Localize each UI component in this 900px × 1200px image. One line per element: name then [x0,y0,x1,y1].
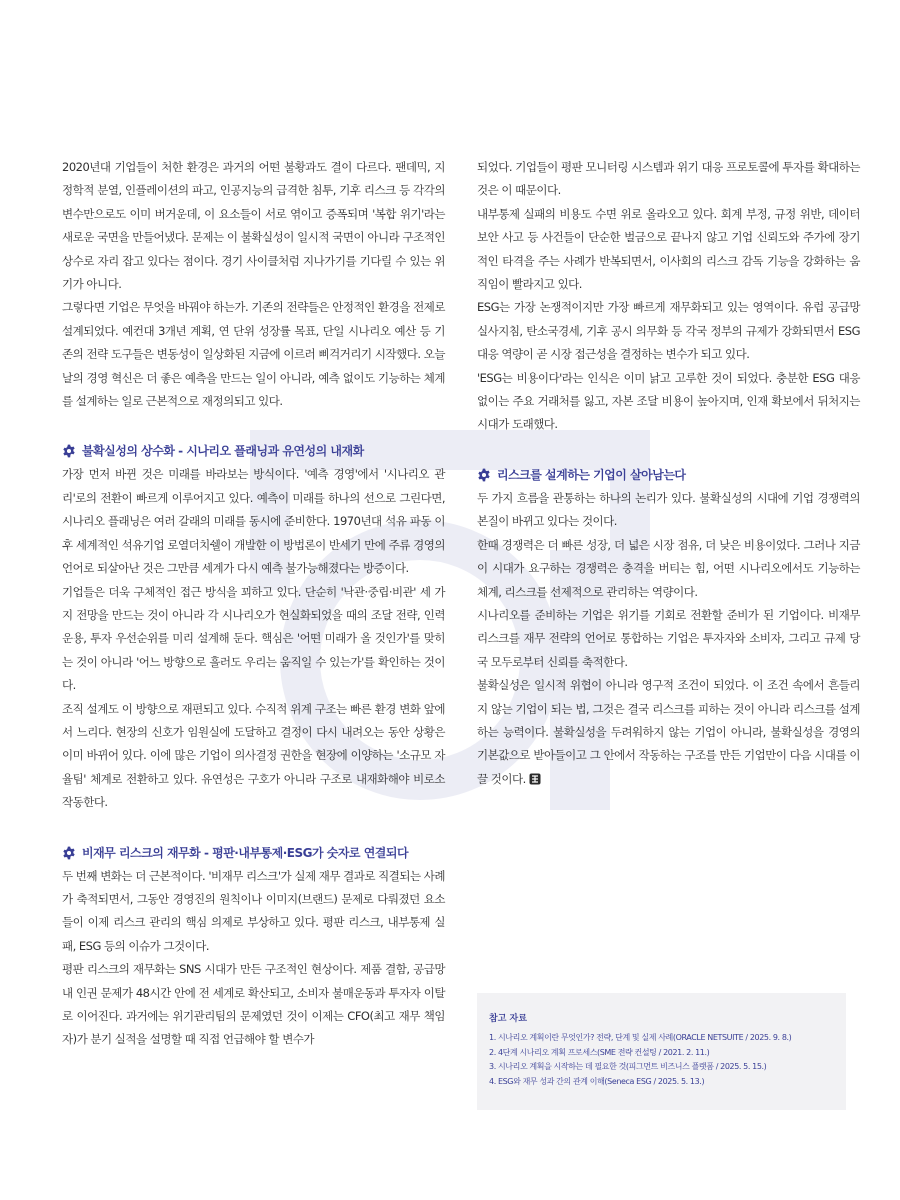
closing-text: 불확실성은 일시적 위협이 아니라 영구적 조건이 되었다. 이 조건 속에서 흔들리지 않는 기업이 되는 법, 그것은 결국 리스크를 피하는 것이 아니라 리스크를 설계하는 능력이다. 불확실성을 두려워하지 않는 기업이 아니라, 불확실성을 경영의 기본값으로 받아들이고 그 안에서 작동하는 구조를 만든 기업만이 다음 시대를 이끌 것이다. [477,678,860,786]
gear-icon [62,846,76,860]
section1-paragraph-2: 기업들은 더욱 구체적인 접근 방식을 꾀하고 있다. 단순히 '낙관·중립·비관' 세 가지 전망을 만드는 것이 아니라 각 시나리오가 현실화되었을 때의 조달 전략, 인력 운용, 투자 우선순위를 미리 설계해 둔다. 핵심은 '어떤 미래가 올 것인가'를 맞히는 것이 아니라 '어느 방향으로 흘러도 우리는 움직일 수 있는가'를 확인하는 것이다. [62,584,445,693]
section-heading-text: 비재무 리스크의 재무화 - 평판·내부통제·ESG가 숫자로 연결되다 [82,845,409,860]
section3-paragraph-1: 두 가지 흐름을 관통하는 하나의 논리가 있다. 불확실성의 시대에 기업 경쟁력의 본질이 바뀌고 있다는 것이다. [477,490,860,529]
gear-icon [477,468,491,482]
end-mark-icon [529,773,541,785]
right-paragraph-4: 'ESG는 비용이다'라는 인식은 이미 낡고 고루한 것이 되었다. 충분한 ESG 대응 없이는 주요 거래처를 잃고, 자본 조달 비용이 높아지며, 인재 확보에서 뒤처지는 시대가 도래했다. [477,370,860,432]
intro-paragraph-2: 그렇다면 기업은 무엇을 바꿔야 하는가. 기존의 전략들은 안정적인 환경을 전제로 설계되었다. 예컨대 3개년 계획, 연 단위 성장률 목표, 단일 시나리오 예산 등 기존의 전략 도구들은 변동성이 일상화된 지금에 이르러 삐걱거리기 시작했다. 오늘날의 경영 혁신은 더 좋은 예측을 만드는 일이 아니라, 예측 없이도 기능하는 체계를 설계하는 일로 근본적으로 재정의되고 있다. [62,300,445,409]
section1-paragraph-3: 조직 설계도 이 방향으로 재편되고 있다. 수직적 위계 구조는 빠른 환경 변화 앞에서 느리다. 현장의 신호가 임원실에 도달하고 결정이 다시 내려오는 동안 상황은 이미 바뀌어 있다. 이에 많은 기업이 의사결정 권한을 현장에 이양하는 '소규모 자율팀' 체계로 전환하고 있다. 유연성은 구호가 아니라 구조로 내재화해야 비로소 작동한다. [62,701,445,810]
section-heading-text: 리스크를 설계하는 기업이 살아남는다 [497,467,686,482]
references-title: 참고 자료 [489,1014,527,1024]
right-paragraph-3: ESG는 가장 논쟁적이지만 가장 빠르게 재무화되고 있는 영역이다. 유럽 공급망 실사지침, 탄소국경세, 기후 공시 의무화 등 각국 정부의 규제가 강화되면서 ESG 대응 역량이 곧 시장 접근성을 결정하는 변수가 되고 있다. [477,300,860,362]
right-paragraph-1: 되었다. 기업들이 평판 모니터링 시스템과 위기 대응 프로토콜에 투자를 확대하는 것은 이 때문이다. [477,160,860,198]
reference-item: 2. 4단계 시나리오 계획 프로세스(SME 전략 컨설팅 / 2021. 2. 11.) [489,1047,710,1057]
section3-paragraph-2: 한때 경쟁력은 더 빠른 성장, 더 넓은 시장 점유, 더 낮은 비용이었다. 그러나 지금 이 시대가 요구하는 경쟁력은 충격을 버티는 힘, 어떤 시나리오에서도 기능하는 체계, 리스크를 선제적으로 관리하는 역량이다. [477,537,860,599]
reference-item: 4. ESG와 재무 성과 간의 관계 이해(Seneca ESG / 2025. 5. 13.) [489,1076,705,1086]
reference-item: 3. 시나리오 계획을 시작하는 데 필요한 것(피그먼트 비즈니스 플랫폼 / 2025. 5. 15.) [489,1062,767,1071]
section3-paragraph-3: 시나리오를 준비하는 기업은 위기를 기회로 전환할 준비가 된 기업이다. 비재무 리스크를 재무 전략의 언어로 통합하는 기업은 투자자와 소비자, 그리고 규제 당국 모두로부터 신뢰를 축적한다. [477,607,860,669]
section-heading-nonfinancial-risk [62,841,445,865]
section-heading-uncertainty [62,439,445,463]
references-list [489,1031,834,1089]
intro-paragraph-1: 2020년대 기업들이 처한 환경은 과거의 어떤 불황과도 결이 다르다. 팬데믹, 지정학적 분열, 인플레이션의 파고, 인공지능의 급격한 침투, 기후 리스크 등 각각의 변수만으로도 이미 버거운데, 이 요소들이 서로 엮이고 증폭되며 '복합 위기'라는 새로운 국면을 만들어냈다. 문제는 이 불확실성이 일시적 국면이 아니라 구조적인 상수로 자리 잡고 있다는 점이다. 경기 사이클처럼 지나가기를 기다릴 수 있는 위기가 아니다. [62,160,445,292]
section-heading-text: 불확실성의 상수화 - 시나리오 플래닝과 유연성의 내재화 [82,444,364,459]
section2-paragraph-2: 평판 리스크의 재무화는 SNS 시대가 만든 구조적인 현상이다. 제품 결함, 공급망 내 인권 문제가 48시간 안에 전 세계로 확산되고, 소비자 불매운동과 투자자 이탈로 이어진다. 과거에는 위기관리팀의 문제였던 것이 이제는 CFO(최고 재무 책임자)가 분기 실적을 설명할 때 직접 언급해야 할 변수가 [62,962,446,1047]
section1-paragraph-1: 가장 먼저 바뀐 것은 미래를 바라보는 방식이다. '예측 경영'에서 '시나리오 관리'로의 전환이 빠르게 이루어지고 있다. 예측이 미래를 하나의 선으로 그린다면, 시나리오 플래닝은 여러 갈래의 미래를 동시에 준비한다. 1970년대 석유 파동 이후 세계적인 석유기업 로열더치쉘이 개발한 이 방법론이 반세기 만에 주류 경영의 언어로 되살아난 것은 그만큼 세계가 다시 예측 불가능해졌다는 방증이다. [62,467,445,576]
section2-paragraph-1: 두 번째 변화는 더 근본적이다. '비재무 리스크'가 실제 재무 결과로 직결되는 사례가 축적되면서, 그동안 경영진의 원칙이나 이미지(브랜드) 문제로 다뤄졌던 요소들이 이제 리스크 관리의 핵심 의제로 부상하고 있다. 평판 리스크, 내부통제 실패, ESG 등의 이슈가 그것이다. [62,868,445,953]
right-paragraph-2: 내부통제 실패의 비용도 수면 위로 올라오고 있다. 회계 부정, 규정 위반, 데이터 보안 사고 등 사건들이 단순한 벌금으로 끝나지 않고 기업 신뢰도와 주가에 장기적인 타격을 주는 사례가 반복되면서, 이사회의 리스크 감독 기능을 강화하는 움직임이 빨라지고 있다. [477,206,860,292]
reference-item: 1. 시나리오 계획이란 무엇인가? 전략, 단계 및 실제 사례(ORACLE NETSUITE / 2025. 9. 8.) [489,1033,792,1042]
right-column [477,156,860,791]
section3-paragraph-4 [477,674,860,791]
references-box [477,993,846,1110]
section-heading-design-risk [477,463,860,487]
gear-icon [62,444,76,458]
left-column [62,156,445,1052]
